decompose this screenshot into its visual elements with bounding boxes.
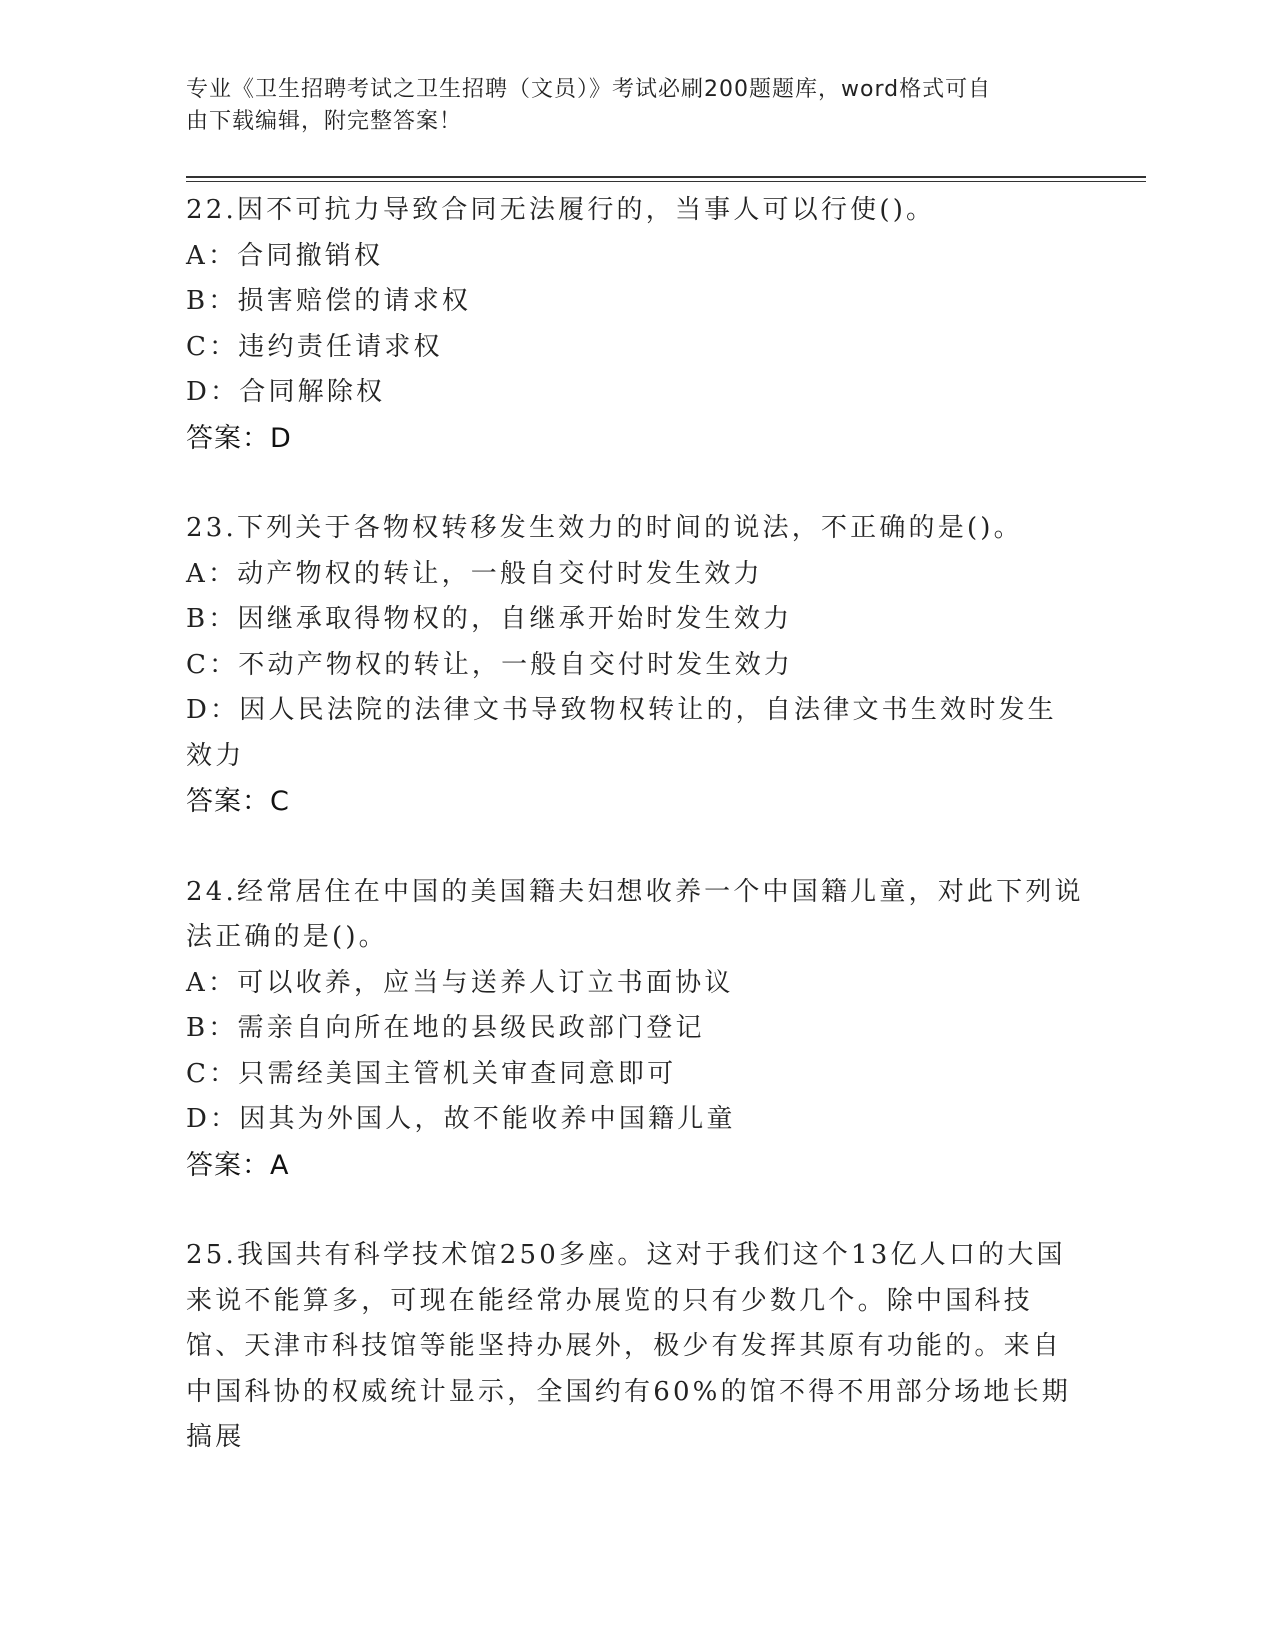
option-d: D：因其为外国人，故不能收养中国籍儿童 — [186, 1104, 736, 1134]
option-c: C：不动产物权的转让，一般自交付时发生效力 — [186, 649, 794, 680]
option-c: C：只需经美国主管机关审查同意即可 — [186, 1058, 677, 1089]
document-header — [186, 74, 1066, 138]
option-a: A：合同撤销权 — [186, 240, 384, 271]
spacer — [186, 461, 1086, 506]
option-b: B：需亲自向所在地的县级民政部门登记 — [186, 1013, 705, 1043]
header-divider-thin — [186, 181, 1146, 182]
option-c: C：违约责任请求权 — [186, 331, 443, 362]
header-line-2: 由下载编辑，附完整答案！ — [186, 109, 463, 134]
question-stem: 25.我国共有科学技术馆250多座。这对于我们这个13亿人口的大国来说不能算多，可现在能经常办展览的只有少数几个。除中国科技馆、天津市科技馆等能坚持办展外，极少有发挥其原有功能的。来自中国科协的权威统计显示，全国约有60%的馆不得不用部分场地长期搞展 — [186, 1240, 1071, 1452]
question-stem: 22.因不可抗力导致合同无法履行的，当事人可以行使()。 — [186, 195, 936, 225]
spacer — [186, 825, 1086, 870]
answer-line: 答案：A — [186, 1149, 290, 1181]
option-b: B：因继承取得物权的，自继承开始时发生效力 — [186, 604, 793, 634]
option-b: B：损害赔偿的请求权 — [186, 286, 472, 316]
option-a: A：可以收养，应当与送养人订立书面协议 — [186, 967, 734, 998]
question-23 — [186, 506, 1086, 825]
question-list — [186, 188, 1086, 1461]
question-25 — [186, 1233, 1086, 1461]
spacer — [186, 1188, 1086, 1233]
header-divider — [186, 176, 1146, 178]
answer-line: 答案：D — [186, 422, 292, 454]
question-24 — [186, 870, 1086, 1189]
header-line-1: 专业《卫生招聘考试之卫生招聘（文员）》考试必刷200题题库，word格式可自 — [186, 77, 992, 102]
question-stem: 23.下列关于各物权转移发生效力的时间的说法，不正确的是()。 — [186, 513, 1023, 543]
option-a: A：动产物权的转让，一般自交付时发生效力 — [186, 558, 763, 589]
option-d: D：因人民法院的法律文书导致物权转让的，自法律文书生效时发生效力 — [186, 695, 1057, 771]
option-d: D：合同解除权 — [186, 377, 386, 407]
question-22 — [186, 188, 1086, 461]
question-stem: 24.经常居住在中国的美国籍夫妇想收养一个中国籍儿童，对此下列说法正确的是()。 — [186, 876, 1084, 952]
answer-line: 答案：C — [186, 786, 290, 817]
